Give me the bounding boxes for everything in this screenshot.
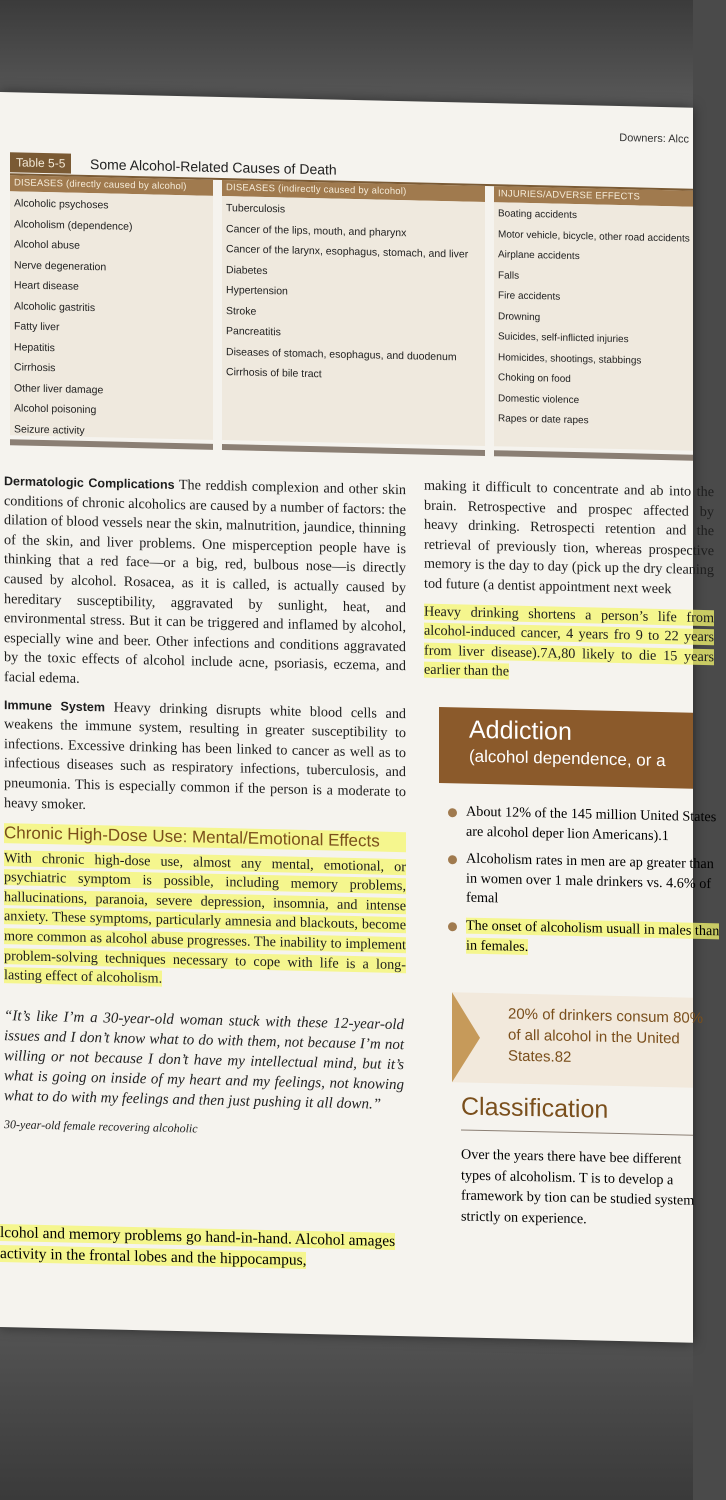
table-cell: Falls <box>498 269 520 282</box>
table-cell: Cirrhosis of bile tract <box>226 366 322 381</box>
table-cell: Tuberculosis <box>226 202 286 216</box>
quote-attribution: 30-year-old female recovering alcoholic <box>4 1116 198 1136</box>
table-cell: Other liver damage <box>14 381 104 396</box>
stat-callout <box>452 992 704 1087</box>
pull-quote <box>4 1006 404 1143</box>
quote-text: “It’s like I’m a 30-year-old woman stuck with these 12-year-old issues and I don’t know what to do with them, not because I’m not willing or not because I don’t have my intellectual mind, but it’s what is going on inside of my heart and my feelings, not knowing what to do with my feelings and then just pushing it all down.” <box>4 1007 404 1113</box>
table-cell: Heart disease <box>14 279 79 293</box>
bottom-text: lcohol and memory problems go hand-in-hand. Alcohol amages activity in the frontal lobes and the hippocampus, <box>0 1224 396 1269</box>
table-label: Table 5-5 <box>10 152 71 173</box>
left-column <box>4 472 406 1143</box>
table-cell: Cancer of the larynx, esophagus, stomach, and liver <box>226 243 469 261</box>
table-cell: Boating accidents <box>498 208 577 222</box>
table-cell: Alcoholic gastritis <box>14 299 96 314</box>
table-cell: Stroke <box>226 304 257 318</box>
table-cell: Diseases of stomach, esophagus, and duodenum <box>226 345 457 363</box>
dermatologic-paragraph <box>4 472 406 697</box>
chronic-heading: Chronic High-Dose Use: Mental/Emotional Effects <box>4 823 406 852</box>
list-item: Alcoholism rates in men are ap greater than in women over 1 male drinkers vs. 4.6% of femal <box>448 849 726 914</box>
chevron-right-icon <box>452 992 480 1083</box>
addiction-bullets <box>448 802 720 969</box>
immune-text: Heavy drinking disrupts white blood cells and weakens the immune system, resulting in greater susceptibility to infections. Excessive drinking has been linked to cancer as well as to infectious diseases such as respiratory infections, tuberculosis, and pneumonia. This is especially common if the person is a moderate to heavy smoker. <box>4 698 407 813</box>
list-item: The onset of alcoholism usuall in males than in females. <box>448 916 726 961</box>
dermatologic-heading: Dermatologic Complications <box>4 474 175 492</box>
table-cell: Suicides, self-inflicted injuries <box>498 331 629 346</box>
addiction-subtitle: (alcohol dependence, or a <box>469 746 666 771</box>
column-header: DISEASES (indirectly caused by alcohol) <box>222 180 485 202</box>
lifespan-text: Heavy drinking shortens a person’s life from alcohol-induced cancer, 4 years fro 9 to 22 years from liver disease).7A,80 likely to die 15 years earlier than the <box>424 603 714 680</box>
column-footer-bar <box>494 450 693 461</box>
column-rows <box>222 196 485 446</box>
table-cell: Pancreatitis <box>226 325 281 339</box>
table-column-indirect <box>222 180 485 458</box>
bullet-dot-icon <box>448 808 457 817</box>
table-cell: Diabetes <box>226 263 268 277</box>
table-column-injuries <box>494 186 693 463</box>
immune-paragraph <box>4 696 406 823</box>
bullet-dot-icon <box>448 855 457 864</box>
table-cell: Alcohol poisoning <box>14 402 97 417</box>
list-item: About 12% of the 145 million United States are alcohol deper lion Americans).1 <box>448 802 726 847</box>
table-cell: Seizure activity <box>14 422 85 437</box>
running-head: Downers: Alcc <box>619 132 689 146</box>
book-page <box>0 92 720 1343</box>
table-column-direct <box>10 175 213 452</box>
table-cell: Hepatitis <box>14 340 55 354</box>
bullet-dot-icon <box>448 922 457 931</box>
classification-title: Classification <box>461 1092 693 1135</box>
column-header: DISEASES (directly caused by alcohol) <box>10 175 213 196</box>
table-cell: Fatty liver <box>14 320 60 334</box>
classification-text: Over the years there have bee different types of alcoholism. T is to develop a framework by tion can be studied system strictly on experience. <box>461 1146 695 1227</box>
chronic-text: With chronic high-dose use, almost any mental, emotional, or psychiatric symptom is possible, including memory problems, hallucinations, paranoia, severe depression, insomnia, and intense anxiety. These symptoms, particularly amnesia and blackouts, become more common as alcohol abuse progresses. The inability to implement problem-solving techniques necessary to cope with life is a long-lasting effect of alcoholism. <box>4 849 406 987</box>
table-cell: Cancer of the lips, mouth, and pharynx <box>226 222 407 239</box>
table-cell: Rapes or date rapes <box>498 413 589 427</box>
column-header: INJURIES/ADVERSE EFFECTS <box>494 186 693 207</box>
table-cell: Alcoholism (dependence) <box>14 217 133 233</box>
classification-section <box>461 1092 693 1231</box>
table-caption: Some Alcohol-Related Causes of Death <box>90 156 337 178</box>
causes-of-death-table <box>10 152 693 462</box>
dermatologic-text: The reddish complexion and other skin conditions of chronic alcoholics are caused by a number of factors: the dilation of blood vessels near the skin, malnutrition, jaundice, thinning of the skin, and liver problems. One misperception people have is thinking that a red face—or a big, red, bulbous nose—is directly caused by alcohol. Rosacea, as it is called, is actually caused by hereditary susceptibility, aggravated by sunlight, heat, and environmental stress. But it can be triggered and inflamed by alcohol, especially wine and beer. Other infections and conditions aggravated by the toxic effects of alcohol include acne, psoriasis, eczema, and facial edema. <box>4 476 406 687</box>
table-cell: Cirrhosis <box>14 361 56 375</box>
stat-text: 20% of drinkers consum 80% of all alcohol in the United States.82 <box>508 1005 704 1066</box>
table-cell: Domestic violence <box>498 392 580 406</box>
column-rows <box>10 191 213 440</box>
column-footer-bar <box>222 444 485 456</box>
table-cell: Alcohol abuse <box>14 238 80 252</box>
bottom-paragraph <box>0 1222 440 1274</box>
chronic-paragraph <box>4 849 406 995</box>
column-rows <box>494 202 693 451</box>
table-cell: Drowning <box>498 310 541 323</box>
table-columns <box>10 175 693 462</box>
immune-heading: Immune System <box>4 697 105 714</box>
table-cell: Choking on food <box>498 372 571 385</box>
addiction-title: Addiction <box>469 715 572 746</box>
table-cell: Homicides, shootings, stabbings <box>498 351 642 367</box>
lifespan-paragraph <box>424 602 714 687</box>
addiction-header <box>439 707 693 789</box>
table-cell: Nerve degeneration <box>14 258 107 273</box>
table-cell: Hypertension <box>226 284 288 298</box>
table-cell: Motor vehicle, bicycle, other road accidents <box>498 228 690 245</box>
right-column <box>424 477 714 695</box>
table-cell: Airplane accidents <box>498 249 580 263</box>
table-cell: Fire accidents <box>498 290 561 303</box>
memory-paragraph: making it difficult to concentrate and ab into the brain. Retrospective and prospec affected by heavy drinking. Retrospecti retention and the retrieval of previously tion, whereas prospective memory is the day to day (pick up the dry cleaning tod future (a dentist appointment next week <box>424 477 714 598</box>
table-cell: Alcoholic psychoses <box>14 197 109 212</box>
